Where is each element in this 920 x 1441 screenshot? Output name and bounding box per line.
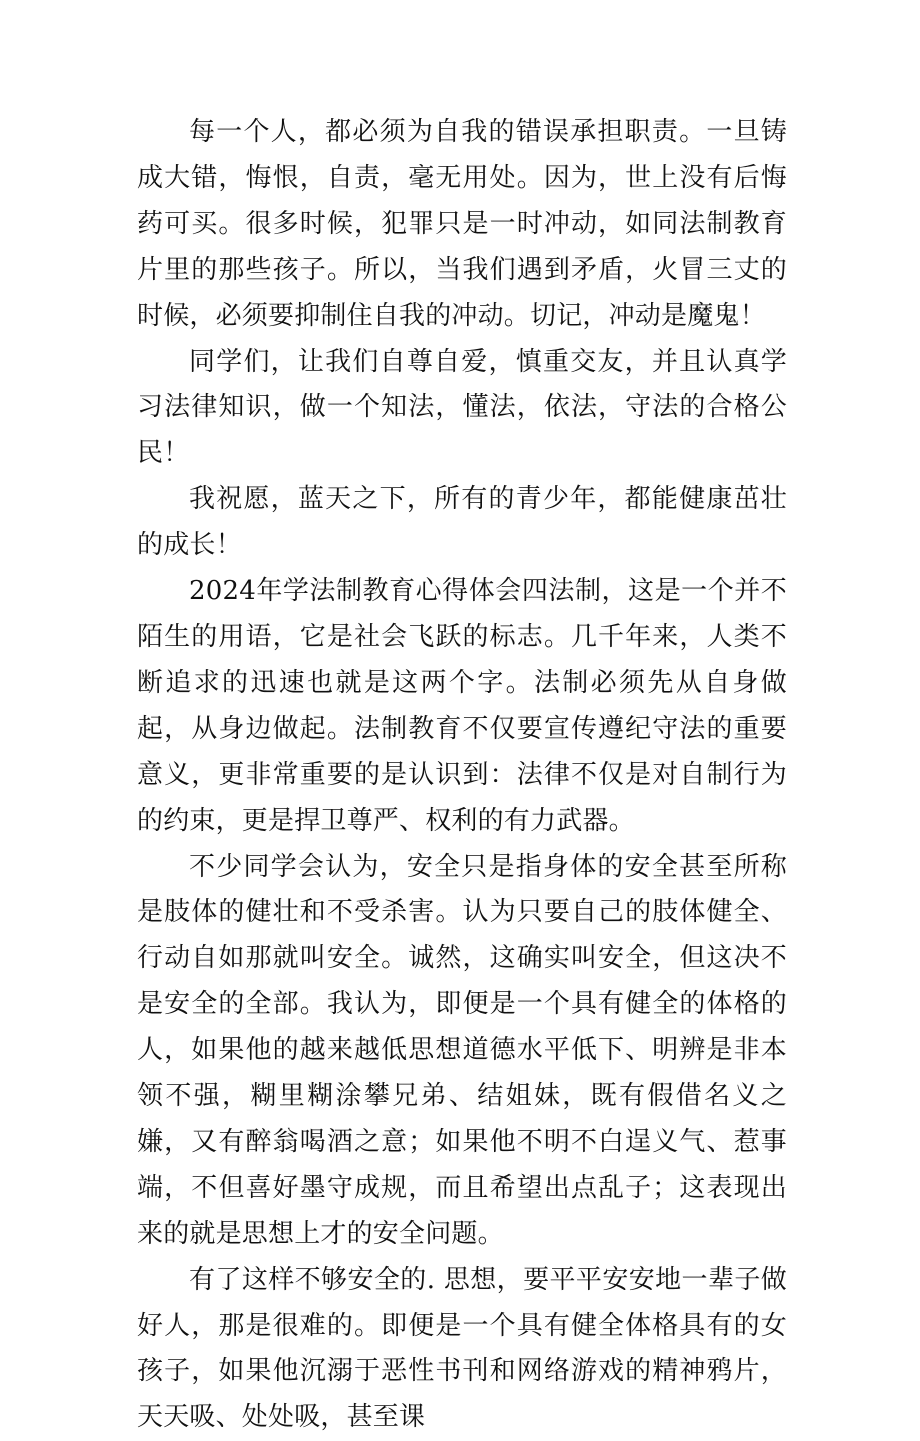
paragraph-responsibility: 每一个人，都必须为自我的错误承担职责。一旦铸成大错，悔恨，自责，毫无用处。因为，世上没有后悔药可买。很多时候，犯罪只是一时冲动，如同法制教育片里的那些孩子。所以，当我们遇到矛盾，火冒三丈的时候，必须要抑制住自我的冲动。切记，冲动是魔鬼！ (137, 117, 787, 331)
paragraph-unsafe-thoughts: 有了这样不够安全的. 思想，要平平安安地一辈子做好人，那是很难的。即便是一个具有健全体格具有的女孩子，如果他沉溺于恶性书刊和网络游戏的精神鸦片，天天吸、处处吸，甚至课 (137, 1264, 787, 1433)
paragraph-legal-education: 2024年学法制教育心得体会四法制，这是一个并不陌生的用语，它是社会飞跃的标志。几千年来，人类不断追求的迅速也就是这两个字。法制必须先从自身做起，从身边做起。法制教育不仅要宣传遵纪守法的重要意义，更非常重要的是认识到：法律不仅是对自制行为的约束，更是捍卫尊严、权利的有力武器。 (137, 576, 787, 836)
paragraph-students-appeal: 同学们，让我们自尊自爱，慎重交友，并且认真学习法律知识，做一个知法，懂法，依法，守法的合格公民！ (137, 346, 787, 469)
body-text (137, 110, 787, 1441)
paragraph-wish: 我祝愿，蓝天之下，所有的青少年，都能健康茁壮的成长！ (137, 484, 787, 561)
paragraph-safety: 不少同学会认为，安全只是指身体的安全甚至所称是肢体的健壮和不受杀害。认为只要自己的肢体健全、行动自如那就叫安全。诚然，这确实叫安全，但这决不是安全的全部。我认为，即便是一个具有健全的体格的人，如果他的越来越低思想道德水平低下、明辨是非本领不强，糊里糊涂攀兄弟、结姐妹，既有假借名义之嫌，又有醉翁喝酒之意；如果他不明不白逞义气、惹事端，不但喜好墨守成规，而且希望出点乱子；这表现出来的就是思想上才的安全问题。 (137, 851, 787, 1249)
